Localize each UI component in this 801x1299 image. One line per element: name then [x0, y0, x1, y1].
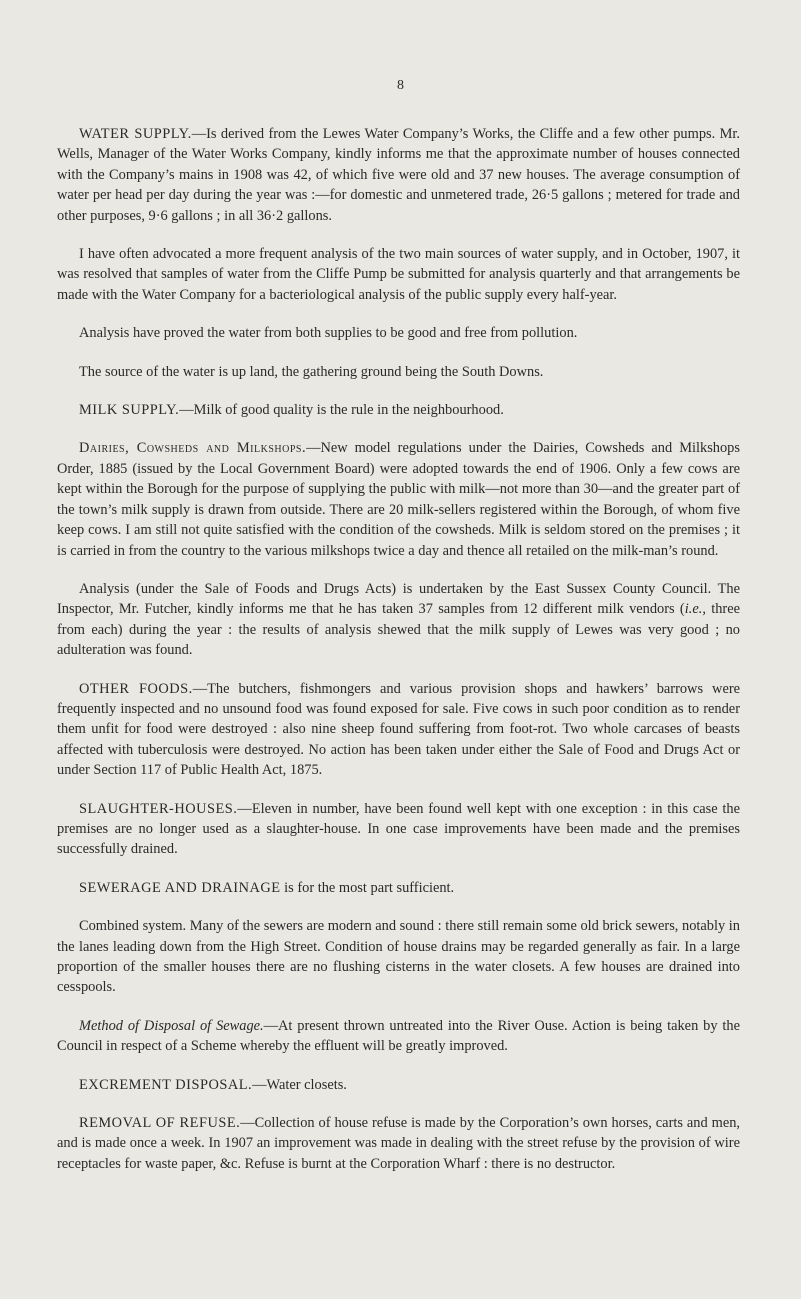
heading-refuse-removal: REMOVAL OF REFUSE. [79, 1115, 241, 1132]
heading-water-supply: WATER SUPPLY. [79, 126, 192, 142]
paragraph-text: —Water closets. [252, 1076, 347, 1093]
paragraph-analysis-advocacy [57, 244, 740, 305]
paragraph-dairies [57, 438, 740, 560]
paragraph-text: —Is derived from the Lewes Water Company’s Works, the Cliffe and a few other pumps. Mr. Wells, Manager of the Water Works Company, kindly informs me that the approximate number of houses connected with the Company’s mains in 1908 was 42, of which five were old and 37 new houses. The average consumption of water per head per day during the year was :—for domestic and unmetered trade, 26·5 gallons ; metered for trade and other purposes, 9·6 gallons ; in all 36·2 gallons. [57, 126, 740, 224]
heading-other-foods: OTHER FOODS. [79, 680, 193, 697]
heading-slaughter-houses: SLAUGHTER-HOUSES. [79, 800, 238, 817]
paragraph-text: —New model regulations under the Dairies, Cowsheds and Milkshops Order, 1885 (issued by the Local Government Board) were adopted towards the end of 1906. Only a few cows are kept within the Borough for the purpose of supplying the public with milk—not more than 30—and the greater part of the town’s milk supply is drawn from outside. There are 20 milk-sellers registered within the Borough, of whom five keep cows. I am still not quite satisfied with the condition of the cowsheds. Milk is seldom stored on the premises ; it is carried in from the country to the various milkshops twice a day and thence all retailed on the milk-man’s round. [57, 440, 740, 559]
paragraph-excrement-disposal [57, 1075, 740, 1095]
paragraph-text: —Collection of house refuse is made by the Corporation’s own horses, carts and men, and is made once a week. In 1907 an improvement was made in dealing with the street refuse by the provision of wire receptacles for waste paper, &c. Refuse is burnt at the Corporation Wharf : there is no destructor. [57, 1115, 741, 1172]
paragraph-italic: i.e. [684, 601, 703, 618]
paragraph-slaughter-houses [57, 799, 740, 860]
paragraph-combined-system [57, 916, 740, 998]
paragraph-text: Analysis have proved the water from both supplies to be good and free from pollution. [79, 325, 578, 342]
paragraph-other-foods [57, 679, 740, 781]
document-body [57, 124, 740, 1174]
heading-sewage-disposal: Method of Disposal of Sewage. [79, 1017, 264, 1034]
paragraph-water-source [57, 362, 740, 382]
heading-sewerage: SEWERAGE AND DRAINAGE [79, 879, 281, 896]
paragraph-sewerage [57, 878, 740, 898]
paragraph-text: —At present thrown untreated into the River Ouse. Action is being taken by the Council in respect of a Scheme whereby the effluent will be greatly improved. [57, 1017, 741, 1055]
heading-excrement-disposal: EXCREMENT DISPOSAL. [79, 1076, 253, 1093]
heading-milk-supply: MILK SUPPLY. [79, 402, 180, 419]
paragraph-text: The source of the water is up land, the gathering ground being the South Downs. [79, 363, 544, 380]
paragraph-text: Combined system. Many of the sewers are modern and sound : there still remain some old brick sewers, notably in the lanes leading down from the High Street. Condition of house drains may be regarded generally as fair. In a large proportion of the smaller houses there are no flushing cisterns in the water closets. A few houses are drained into cesspools. [57, 918, 740, 996]
paragraph-refuse-removal [57, 1113, 740, 1174]
paragraph-sewage-disposal [57, 1016, 740, 1057]
paragraph-text: I have often advocated a more frequent analysis of the two main sources of water supply, and in October, 1907, it was resolved that samples of water from the Cliffe Pump be submitted for analysis quarterly and that arrangements be made with the Water Company for a bacteriological analysis of the public supply every half-year. [57, 246, 740, 303]
paragraph-text: —Eleven in number, have been found well kept with one exception : in this case the premises are no longer used as a slaughter-house. In one case improvements have been made and the premises successfully drained. [57, 800, 740, 858]
paragraph-text: —Milk of good quality is the rule in the neighbourhood. [179, 402, 504, 419]
paragraph-milk-analysis [57, 579, 740, 661]
paragraph-analysis-result [57, 323, 740, 343]
paragraph-text: —The butchers, fishmongers and various provision shops and hawkers’ barrows were frequently inspected and no unsound food was found exposed for sale. Five cows in such poor condition as to render them unfit for food were destroyed : also nine sheep found suffering from foot-rot. Two whole carcases of beasts affected with tuberculosis were destroyed. No action has been taken under either the Sale of Food and Drugs Act or under Section 117 of Public Health Act, 1875. [57, 680, 741, 779]
paragraph-text: , three from each) during the year : the results of analysis shewed that the milk supply of Lewes was very good ; no adulteration was found. [57, 601, 740, 659]
page-number: 8 [397, 78, 404, 93]
paragraph-water-supply [57, 124, 740, 226]
heading-dairies: Dairies, Cowsheds and Milkshops. [79, 440, 307, 457]
paragraph-milk-supply [57, 400, 740, 420]
paragraph-text: is for the most part sufficient. [280, 879, 455, 896]
paragraph-text: Analysis (under the Sale of Foods and Drugs Acts) is undertaken by the East Sussex County Council. The Inspector, Mr. Futcher, kindly informs me that he has taken 37 samples from 12 different milk vendors ( [57, 580, 740, 618]
